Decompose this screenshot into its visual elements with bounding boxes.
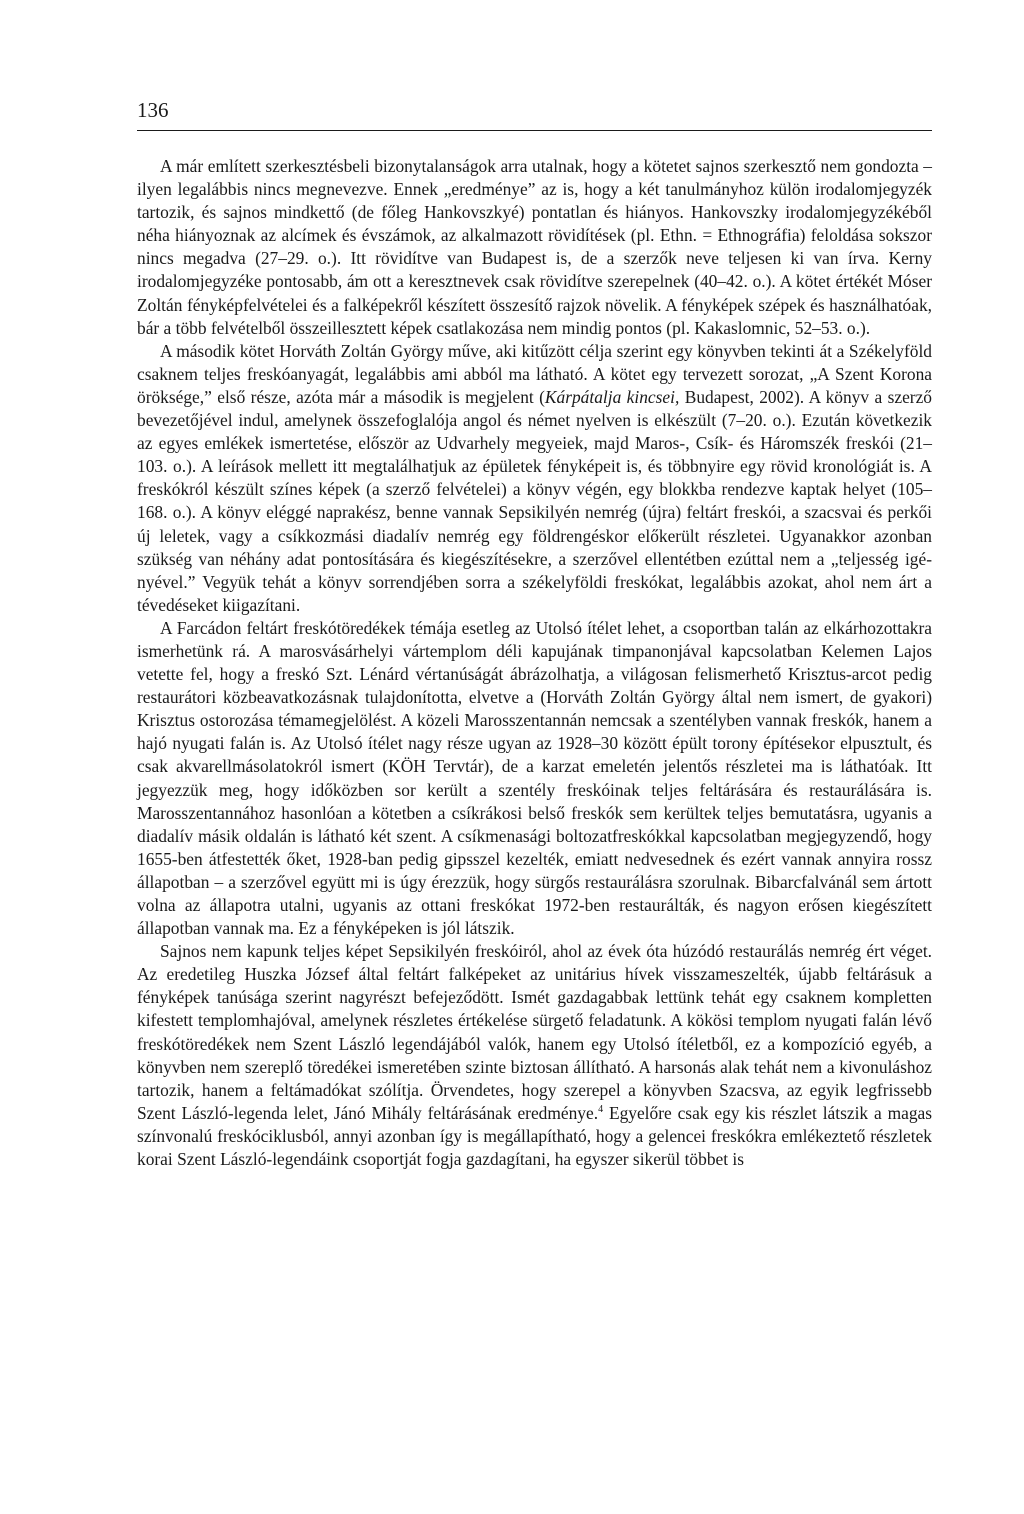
- book-title-italic: Kárpátalja kincsei,: [544, 386, 680, 407]
- paragraph-2-part-2: Budapest, 2002). A könyv a szerző bevezetőjével indul, amelynek összefoglalója angol és német nyelven is elkészült (7–20. o.). Ezután következik az egyes emlékek ismertetése, először az Udvarhely megyeiek, majd Maros-, Csík- és Háromszék freskói (21–103. o.). A leírások mellett itt megtalálhatjuk az épületek fényképeit is, és többnyire egy rövid kronológiát is. A freskókról készült színes képek (a szerző felvételei) a könyv végén, egy blokkba rendezve kaptak helyet (105–168. o.). A könyv eléggé naprakész, benne vannak Sepsikilyén nemrég (újra) feltárt freskói, a szacsvai és perkői új leletek, vagy a csíkkozmási diadalív nemrég egy földrengéskor előkerült részletei. Ugyanakkor azonban szükség van néhány adat pontosítására és kiegészítésekre, a szerzővel ellentétben ezúttal nem a „teljesség igényével.” Vegyük tehát a könyv sorrendjében sorra a székelyföldi freskókat, legalábbis azokat, ahol nem árt a tévedéseket kiigazítani.: [137, 386, 932, 615]
- body-text: [137, 155, 932, 1171]
- paragraph-4-part-2: Egyelőre csak egy kis részlet látszik a magas színvonalú freskóciklusból, annyi azonban így is megállapítható, hogy a gelencei freskókra emlékeztető részletek korai Szent László-legendáink csoportját fogja gazdagítani, ha egyszer sikerül többet is: [137, 1102, 932, 1170]
- paragraph-2-part-1: A második kötet Horváth Zoltán György műve, aki kitűzött célja szerint egy könyvben tekinti át a Székelyföld csaknem teljes freskóanyagát, legalábbis ami abból ma látható. A kötet egy tervezett sorozat, „A Szent Korona öröksége,” első része, azóta már a második is megjelent (: [137, 340, 932, 407]
- footnote-marker: 4: [598, 1103, 604, 1115]
- paragraph-1: A már említett szerkesztésbeli bizonytalanságok arra utalnak, hogy a kötetet sajnos szerkesztő nem gondozta – ilyen legalábbis nincs megnevezve. Ennek „eredménye” az is, hogy a két tanulmányhoz külön irodalomjegyzék tartozik, és sajnos mindkettő (de főleg Hankovszkyé) pontatlan és hiányos. Hankovszky irodalomjegyzékéből néha hiányoznak az alcímek és évszámok, az alkalmazott rövidítések (pl. Ethn. = Ethnográfia) feloldása sokszor nincs megadva (27–29. o.). Itt rövidítve van Budapest is, de a szerzők neve teljesen ki van írva. Kerny irodalomjegyzéke pontosabb, ám ott a keresztnevek csak rövidítve szerepelnek (40–42. o.). A kötet értékét Móser Zoltán fényképfelvételei és a falképekről készített összesítő rajzok növelik. A fényképek szépek és használhatóak, bár a több felvételből összeillesztett képek csatlakozása nem mindig pontos (pl. Kakaslomnic, 52–53. o.).: [137, 156, 932, 338]
- paragraph-4: [137, 940, 932, 1171]
- paragraph-2: [137, 340, 932, 617]
- paragraph-4-part-1: Sajnos nem kapunk teljes képet Sepsikilyén freskóiról, ahol az évek óta húzódó restaurálás nemrég ért véget. Az eredetileg Huszka József által feltárt falképeket az unitárius hívek visszameszelték, újabb feltárásuk a fényképek tanúsága szerint nagyrészt befejeződött. Ismét gazdagabbak lettünk tehát egy csaknem kompletten kifestett templomhajóval, amelynek részletes értékelése sürgető feladatunk. A kökösi templom nyugati falán lévő freskótöredékek nem Szent László legendájából valók, hanem egy Utolsó ítéletből, ez a kompozíció egyéb, a könyvben nem szereplő töredékei ismeretében szinte biztosan állítható. A harsonás alak tehát nem a kivonuláshoz tartozik, hanem a feltámadókat szólítja. Örvendetes, hogy szerepel a könyvben Szacsva, az egyik legfrissebb Szent László-legenda lelet, Jánó Mihály feltárásának eredménye.: [137, 941, 932, 1123]
- header-rule: [137, 130, 932, 131]
- page-number: 136: [137, 98, 169, 122]
- paragraph-3: A Farcádon feltárt freskótöredékek témája esetleg az Utolsó ítélet lehet, a csoportban talán az elkárhozottakra ismerhetünk rá. A marosvásárhelyi vártemplom déli kapujának timpanonjával kapcsolatban Kelemen Lajos vetette fel, hogy a freskó Szt. Lénárd vértanúságát ábrázolhatja, a világosan felismerhető Krisztus-arcot pedig restaurátori közbeavatkozásnak tulajdonította, elvetve a (Horváth Zoltán György által nem ismert, de gyakori) Krisztus ostorozása témamegjelölést. A közeli Marosszentannán nemcsak a szentélyben vannak freskók, hanem a hajó nyugati falán is. Az Utolsó ítélet nagy része ugyan az 1928–30 között épült torony építésekor elpusztult, és csak akvarellmásolatokról ismert (KÖH Tervtár), de a karzat emeletén jelentős részletei ma is láthatóak. Itt jegyezzük meg, hogy időközben sor került a szentély freskóinak teljes feltárására és restaurálására is. Marosszentannához hasonlóan a kötetben a csíkrákosi belső freskók sem kerültek teljes bemutatásra, ugyanis a diadalív másik oldalán is látható két szent. A csíkmenasági boltozatfreskókkal kapcsolatban megjegyzendő, hogy 1655-ben átfestették őket, 1928-ban pedig gipsszel kezelték, emiatt nedvesednek és ezért vannak annyira rossz állapotban – a szerzővel együtt mi is úgy érezzük, hogy sürgős restaurálásra szorulnak. Bibarcfalvánál sem ártott volna az állapotra utalni, ugyanis az ottani freskókat 1972-ben restaurálták, és nagyon erősen kiegészített állapotban vannak ma. Ez a fényképeken is jól látszik.: [137, 617, 932, 939]
